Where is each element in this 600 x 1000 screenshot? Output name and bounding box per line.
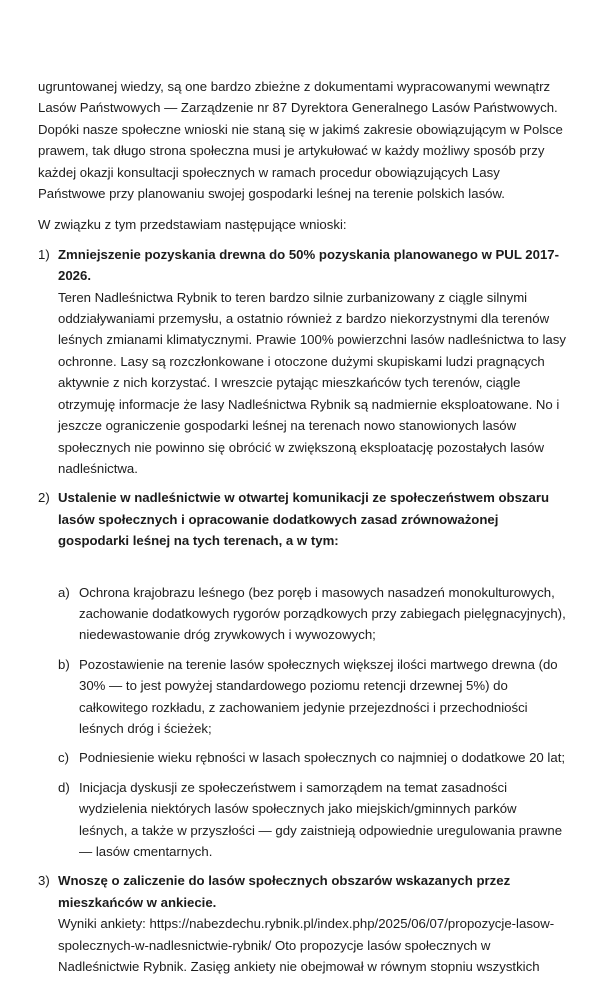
list-item-title: Ustalenie w nadleśnictwie w otwartej komunikacji ze społeczeństwem obszaru lasów społecznych i opracowanie dodatkowych zasad zrównoważonej gospodarki leśnej na tych terenach, a w tym: <box>58 490 550 549</box>
list-number: 3) <box>38 873 50 889</box>
sub-list <box>38 582 566 863</box>
list-item-content <box>58 244 566 479</box>
sub-letter: c) <box>58 750 69 766</box>
sub-item-c <box>58 747 566 768</box>
sub-item-d <box>58 777 566 863</box>
list-item-title: Wnoszę o zaliczenie do lasów społecznych obszarów wskazanych przez mieszkańców w ankiecie. <box>58 873 511 910</box>
sub-item-a <box>58 582 566 646</box>
document-page <box>38 76 566 985</box>
intro-paragraph: ugruntowanej wiedzy, są one bardzo zbieżne z dokumentami wypracowanymi wewnątrz Lasów Państwowych — Zarządzenie nr 87 Dyrektora Generalnego Lasów Państwowych. Dopóki nasze społeczne wnioski nie staną się w jakimś zakresie obowiązującym w Polsce prawem, tak długo strona społeczna musi je artykułować w każdy możliwy sposób przy każdej okazji konsultacji społecznych w ramach procedur obowiązujących Lasy Państwowe przy planowaniu swojej gospodarki leśnej na terenie polskich lasów. <box>38 79 563 202</box>
sub-item-text: Inicjacja dyskusji ze społeczeństwem i samorządem na temat zasadności wydzielenia niektórych lasów społecznych jako miejskich/gminnych parków leśnych, a także w przyszłości — gdy zaistnieją odpowiednie uregulowania prawne — lasów cmentarnych. <box>79 779 563 859</box>
list-item-body: Wyniki ankiety: https://nabezdechu.rybnik.pl/index.php/2025/06/07/propozycje-lasow-spolecznych-w-nadlesnictwie-rybnik/ Oto propozycje lasów społecznych w Nadleśnictwie Rybnik. Zasięg ankiety nie obejmował w równym stopniu wszystkich <box>58 916 555 975</box>
sub-letter: b) <box>58 656 70 672</box>
list-item-title: Zmniejszenie pozyskania drewna do 50% pozyskania planowanego w PUL 2017-2026. <box>58 246 560 284</box>
sub-item-b <box>58 654 566 740</box>
list-item-3 <box>38 870 566 977</box>
list-number: 1) <box>38 246 50 262</box>
sub-letter: a) <box>58 584 70 600</box>
sub-letter: d) <box>58 779 70 795</box>
list-item-content <box>58 870 566 977</box>
list-item-content <box>58 487 566 551</box>
lead-paragraph: W związku z tym przedstawiam następujące wnioski: <box>38 217 347 233</box>
sub-item-text: Podniesienie wieku rębności w lasach społecznych co najmniej o dodatkowe 20 lat; <box>79 750 566 766</box>
list-item-1 <box>38 244 566 479</box>
sub-item-text: Ochrona krajobrazu leśnego (bez poręb i masowych nasadzeń monokulturowych, zachowanie dodatkowych rygorów porządkowych przy zabiegach pielęgnacyjnych), niedewastowanie dróg zrywkowych i wywozowych; <box>79 584 566 643</box>
list-item-2 <box>38 487 566 551</box>
list-number: 2) <box>38 490 50 506</box>
sub-item-text: Pozostawienie na terenie lasów społecznych większej ilości martwego drewna (do 30% — to jest powyżej standardowego poziomu retencji drzewnej 5%) do całkowitego rozkładu, z zachowaniem jedynie przejezdności i przechodniości leśnych dróg i ścieżek; <box>79 656 558 736</box>
list-item-body: Teren Nadleśnictwa Rybnik to teren bardzo silnie zurbanizowany z ciągle silnymi oddziaływaniami przemysłu, a ostatnio również z bardzo niekorzystnymi dla terenów leśnych zmianami klimatycznymi. Prawie 100% powierzchni lasów nadleśnictwa to lasy ochronne. Lasy są rozczłonkowane i otoczone dużymi skupiskami ludzi pragnących aktywnie z nich korzystać. I wreszcie pytając mieszkańców tych terenów, ciągle otrzymuję informacje że lasy Nadleśnictwa Rybnik są nadmiernie eksploatowane. No i jeszcze ograniczenie gospodarki leśnej na terenach nowo stanowionych lasów społecznych nie powinno się obrócić w zwiększoną eksploatację pozostałych lasów nadleśnictwa. <box>58 289 566 476</box>
